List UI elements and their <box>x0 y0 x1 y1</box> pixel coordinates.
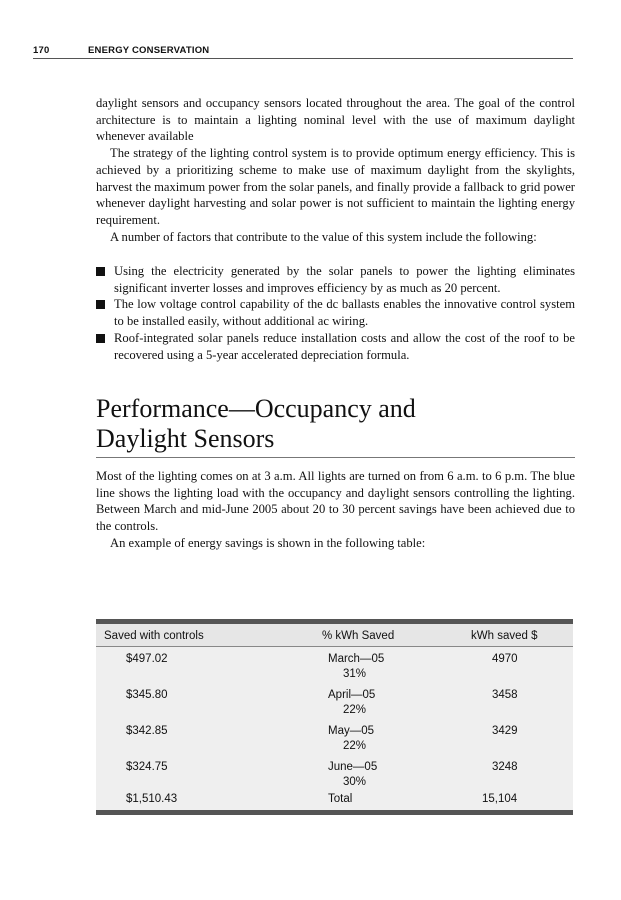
cell-month: April—05 <box>328 689 376 701</box>
cell-pct: 22% <box>343 740 367 752</box>
cell-saved: $497.02 <box>126 653 168 665</box>
running-title: ENERGY CONSERVATION <box>88 45 210 56</box>
intro-text <box>96 95 575 245</box>
factor-list <box>96 263 575 363</box>
page-number: 170 <box>33 45 50 56</box>
intro-paragraph-2: The strategy of the lighting control system is to provide optimum energy efficiency. This is achieved by a prioritizing scheme to make use of maximum daylight from the skylights, harvest the maximum power from the solar panels, and finally provide a fallback to grid power whenever daylight harvesting and solar power is not sufficient to maintain the lighting energy requirement. <box>96 146 575 227</box>
cell-kwh: 3429 <box>492 725 518 737</box>
list-item-text: Roof-integrated solar panels reduce installation costs and allow the cost of the roof to be recovered using a 5-year accelerated depreciation formula. <box>114 330 575 362</box>
table-row <box>96 653 573 687</box>
cell-kwh: 3458 <box>492 689 518 701</box>
square-bullet-icon <box>96 267 105 276</box>
list-item-text: The low voltage control capability of the dc ballasts enables the innovative control system to be installed easily, without additional ac wiring. <box>114 297 575 329</box>
section-paragraph-2: An example of energy savings is shown in the following table: <box>110 535 426 550</box>
table-total-row <box>96 793 573 827</box>
cell-total-kwh: 15,104 <box>482 793 518 805</box>
running-head <box>33 44 573 59</box>
cell-pct: 22% <box>343 704 367 716</box>
cell-total-saved: $1,510.43 <box>126 793 178 805</box>
list-item <box>96 296 575 329</box>
cell-saved: $345.80 <box>126 689 168 701</box>
energy-savings-table <box>96 619 573 815</box>
table-body <box>96 647 573 810</box>
cell-saved: $324.75 <box>126 761 168 773</box>
cell-kwh: 4970 <box>492 653 518 665</box>
list-item <box>96 330 575 363</box>
list-item <box>96 263 575 296</box>
table-row <box>96 761 573 795</box>
section-heading-line-2: Daylight Sensors <box>96 424 275 453</box>
intro-paragraph-3: A number of factors that contribute to the value of this system include the following: <box>110 229 537 244</box>
cell-month: June—05 <box>328 761 378 773</box>
cell-kwh: 3248 <box>492 761 518 773</box>
section-text <box>96 468 575 552</box>
cell-month: May—05 <box>328 725 375 737</box>
cell-saved: $342.85 <box>126 725 168 737</box>
cell-pct: 31% <box>343 668 367 680</box>
table-row <box>96 689 573 723</box>
table-header-row <box>96 624 573 647</box>
column-header-kwh: kWh saved $ <box>471 630 538 642</box>
cell-pct: 30% <box>343 776 367 788</box>
section-heading-line-1: Performance—Occupancy and <box>96 394 416 423</box>
column-header-saved: Saved with controls <box>104 630 204 642</box>
list-item-text: Using the electricity generated by the solar panels to power the lighting eliminates significant inverter losses and improves efficiency by as much as 20 percent. <box>114 264 575 295</box>
table-row <box>96 725 573 759</box>
cell-month: March—05 <box>328 653 385 665</box>
column-header-pct: % kWh Saved <box>322 630 395 642</box>
section-paragraph-1: Most of the lighting comes on at 3 a.m. All lights are turned on from 6 a.m. to 6 p.m. The blue line shows the lighting load with the occupancy and daylight sensors controlling the lighting. Between March and mid-June 2005 about 20 to 30 percent savings have been achieved due to the controls. <box>96 469 575 534</box>
square-bullet-icon <box>96 300 105 309</box>
square-bullet-icon <box>96 334 105 343</box>
cell-total-label: Total <box>328 793 353 805</box>
intro-paragraph-1: daylight sensors and occupancy sensors located throughout the area. The goal of the control architecture is to maintain a lighting nominal level with the use of maximum daylight whenever available <box>96 96 575 144</box>
section-heading <box>96 394 575 458</box>
